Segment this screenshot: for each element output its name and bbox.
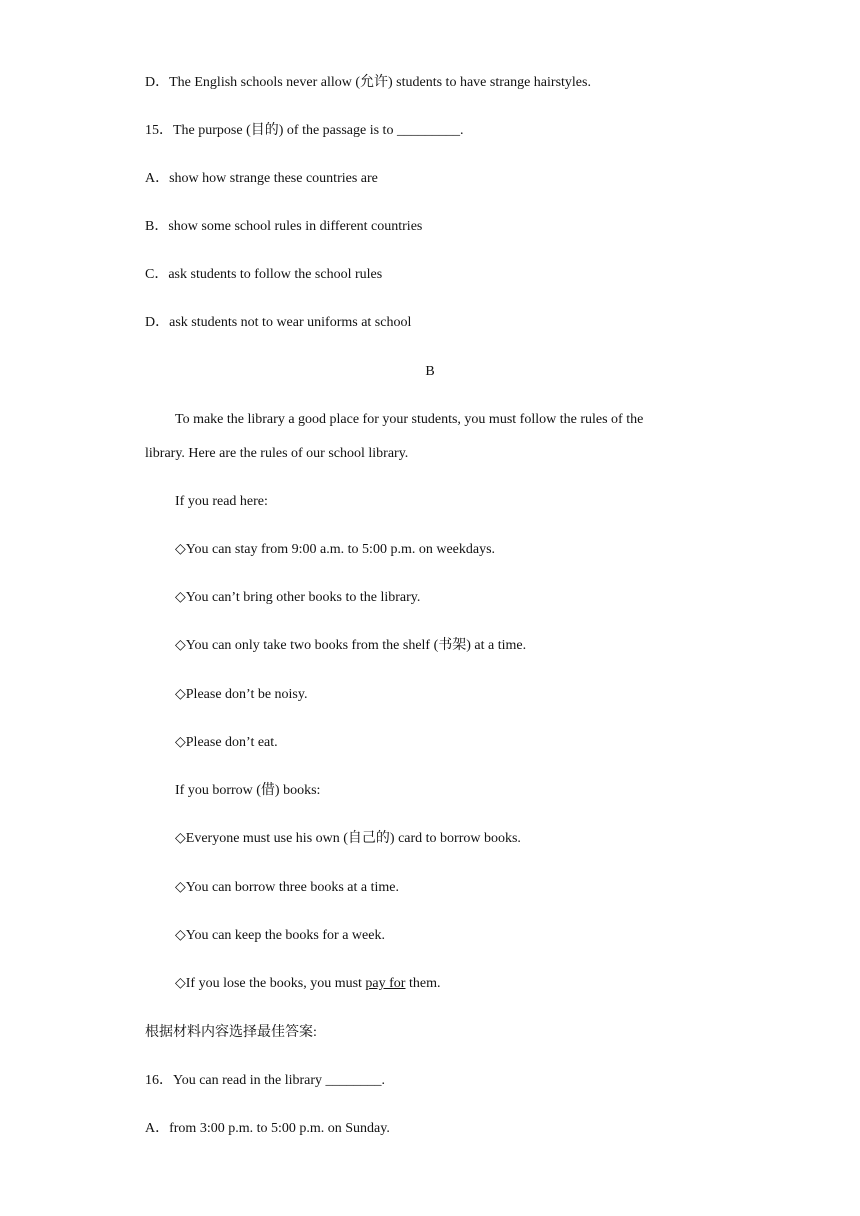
underlined-phrase: pay for	[365, 976, 406, 991]
reading-rule-4: ◇Please don’t be noisy.	[175, 687, 308, 702]
reading-rule-5: ◇Please don’t eat.	[175, 735, 278, 750]
section-b-heading: B	[425, 364, 435, 379]
borrowing-rule-4-pre: ◇If you lose the books, you must	[175, 976, 366, 991]
q15-option-b: B．show some school rules in different countries	[145, 219, 423, 234]
reading-rule-1: ◇You can stay from 9:00 a.m. to 5:00 p.m. on weekdays.	[175, 542, 496, 557]
passage-intro-line-2: library. Here are the rules of our school library.	[145, 446, 409, 461]
reading-rule-3: ◇You can only take two books from the shelf (书架) at a time.	[175, 638, 527, 653]
borrowing-rule-4	[175, 975, 440, 993]
borrowing-rule-4-post: them.	[405, 976, 441, 991]
q15-option-a: A．show how strange these countries are	[145, 171, 378, 186]
borrowing-rule-1: ◇Everyone must use his own (自己的) card to borrow books.	[175, 831, 521, 846]
reading-rule-2: ◇You can’t bring other books to the library.	[175, 590, 421, 605]
q16-option-a: A．from 3:00 p.m. to 5:00 p.m. on Sunday.	[145, 1121, 390, 1136]
q15-option-c: C．ask students to follow the school rules	[145, 267, 383, 282]
q15-option-d: D．ask students not to wear uniforms at school	[145, 315, 412, 330]
borrowing-rule-3: ◇You can keep the books for a week.	[175, 928, 385, 943]
q16-stem: 16．You can read in the library ________.	[145, 1073, 386, 1088]
passage-intro-line-1: To make the library a good place for your students, you must follow the rules of the	[175, 412, 644, 427]
q14-option-d: D．The English schools never allow (允许) students to have strange hairstyles.	[145, 75, 591, 90]
borrowing-rule-2: ◇You can borrow three books at a time.	[175, 880, 399, 895]
borrowing-rules-heading: If you borrow (借) books:	[175, 783, 321, 798]
reading-rules-heading: If you read here:	[175, 494, 268, 509]
q15-stem: 15．The purpose (目的) of the passage is to _________.	[145, 123, 464, 138]
instruction-text: 根据材料内容选择最佳答案:	[145, 1025, 317, 1040]
